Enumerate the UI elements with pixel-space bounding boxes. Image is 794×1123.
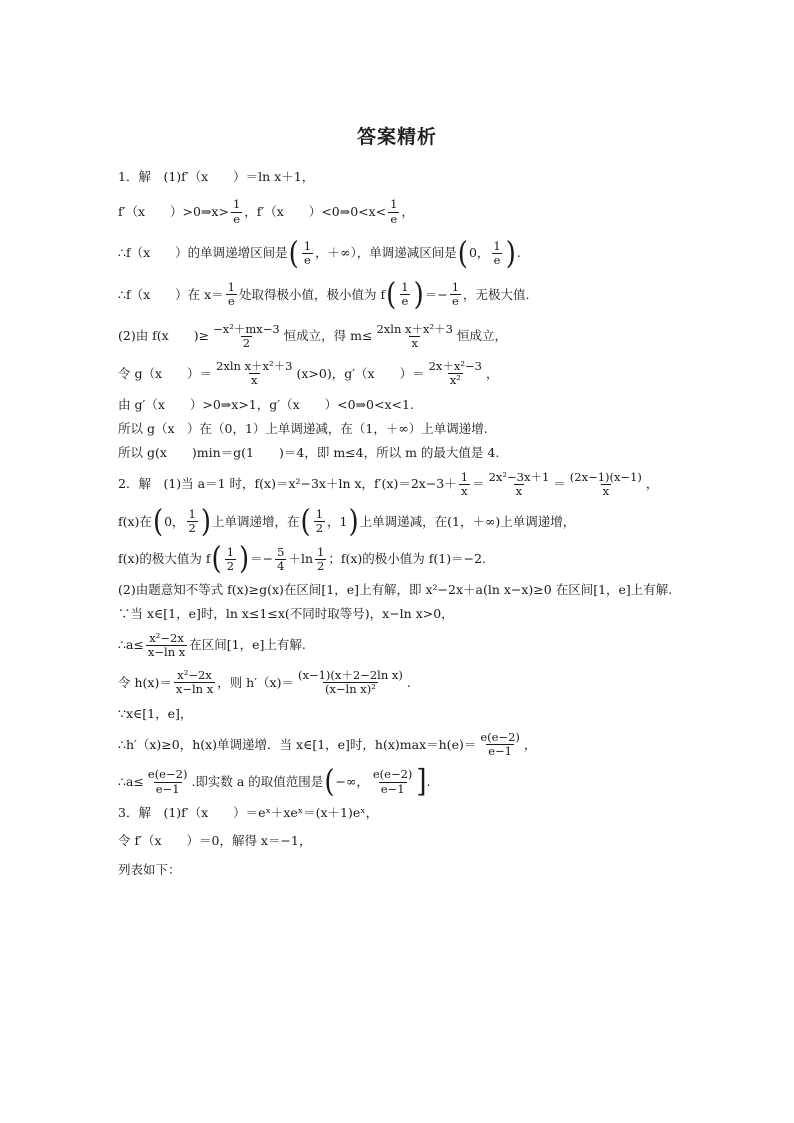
fraction [225, 546, 236, 573]
bracket-glyph: ( [288, 235, 299, 272]
text: ∴f（x ）在 x＝ [118, 286, 224, 302]
p2-line-3 [118, 541, 680, 578]
page-title: 答案精析 [356, 126, 437, 148]
text: ∴h′（x)≥0，h(x)单调递增．当 x∈[1，e]时，h(x)max＝h(e)＝ [118, 736, 477, 752]
p1-line-5 [118, 323, 680, 350]
text: 0， [164, 513, 185, 529]
text: 4 [277, 558, 285, 573]
text: ＝ [472, 476, 485, 492]
fraction [146, 632, 187, 659]
text: x−ln x [147, 644, 186, 659]
text: 2xln x＋x²＋3 [216, 359, 293, 374]
fraction [491, 240, 502, 267]
fraction [314, 508, 325, 535]
text: ＝− [424, 286, 448, 302]
text: e−1 [380, 781, 405, 796]
text: 令 f′（x ）＝0，解得 x＝−1， [118, 833, 312, 849]
text: 由 g′（x ）>0⇒x>1，g′（x ）<0⇒0<x<1. [118, 396, 414, 412]
p2-line-8 [118, 707, 680, 721]
p2-line-2 [118, 503, 680, 540]
fraction [371, 768, 415, 795]
fraction [187, 508, 198, 535]
text: ， [645, 476, 659, 492]
fraction [450, 281, 461, 308]
text: 令 h(x)＝ [118, 674, 172, 690]
text: f(x)的极大值为 f [118, 551, 211, 567]
text: . [406, 674, 411, 690]
fraction [568, 471, 644, 498]
text: ∴f（x ）的单调递增区间是 [118, 245, 288, 261]
text: ，1 [327, 513, 348, 529]
p2-line-10 [118, 764, 680, 801]
fraction [214, 360, 294, 387]
text: e [401, 294, 409, 309]
text: ∴a≤ [118, 637, 144, 653]
text: 恒成立，得 m≤ [283, 328, 373, 344]
p2-line-4 [118, 583, 680, 597]
text: 1 [227, 280, 235, 295]
text: 1 [188, 507, 196, 522]
text: e [390, 211, 398, 226]
p1-line-7 [118, 398, 680, 412]
bracket-glyph: ( [211, 541, 222, 578]
text: 1 [460, 469, 469, 484]
text: 所以 g（x ）在（0，1）上单调递减，在（1，＋∞）上单调递增. [118, 420, 488, 436]
p1-line-3 [118, 235, 680, 272]
text: 1 [226, 544, 235, 559]
text: ＋ln [288, 551, 314, 567]
p2-line-9 [118, 731, 680, 758]
text: 0， [468, 245, 490, 261]
text: 上单调递减，在(1，＋∞)上单调递增， [359, 513, 576, 529]
text: 1 [401, 280, 409, 295]
p3-line-3 [118, 863, 680, 877]
text: 2x＋x²−3 [428, 359, 482, 374]
text: (2)由题意知不等式 f(x)≥g(x)在区间[1，e]上有解，即 x²−2x＋a(ln x−x)≥0 在区间[1，e]上有解. [118, 582, 673, 597]
text: e(e−2) [372, 767, 413, 782]
fraction [226, 281, 237, 308]
text: ∴a≤ [118, 773, 144, 789]
text: ∵当 x∈[1，e]时，ln x≤1≤x(不同时取等号)，x−ln x>0， [118, 606, 454, 622]
text: e(e−2) [480, 730, 520, 744]
text: 2 [317, 558, 325, 573]
text: ， [401, 203, 414, 219]
text: −x²＋mx−3 [213, 321, 280, 336]
text: . [516, 245, 521, 261]
text: e [451, 294, 459, 309]
text: (x>0)，g′（x ）＝ [296, 365, 425, 381]
p2-line-5 [118, 607, 680, 621]
text: 令 g（x ）＝ [118, 365, 213, 381]
text: ， [523, 736, 537, 752]
text: 1 [493, 238, 501, 253]
text: 在区间[1，e]上有解. [189, 637, 306, 653]
fraction [296, 669, 405, 696]
bracket-glyph: ) [413, 276, 424, 313]
text: 所以 g(x )min＝g(1 )＝4，即 m≤4，所以 m 的最大值是 4. [118, 445, 500, 461]
text: (x−ln x)² [324, 682, 376, 697]
text: 列表如下： [118, 861, 181, 877]
text: (x−1)(x＋2−2ln x) [297, 668, 403, 683]
text: ，f′（x ）<0⇒0<x< [244, 203, 387, 219]
text: 2 [226, 558, 235, 573]
bracket-glyph: ) [239, 541, 250, 578]
text: e [304, 253, 311, 268]
fraction [374, 323, 454, 350]
text: 上单调递增，在 [212, 513, 300, 529]
fraction [478, 731, 522, 758]
text: 1．解 (1)f′（x ）＝ln x＋1， [118, 169, 315, 184]
text: 5 [277, 544, 285, 559]
text: f′（x ）>0⇒x> [118, 203, 229, 219]
text: 2．解 (1)当 a＝1 时，f(x)＝x²−3x＋ln x，f′(x)＝2x−3＋ [118, 476, 457, 492]
text: . [426, 773, 431, 789]
text: e [233, 211, 241, 226]
bracket-glyph: ) [348, 503, 359, 540]
p1-line-9 [118, 446, 680, 460]
text: 1 [390, 197, 398, 212]
bracket-glyph: ( [324, 764, 335, 801]
p1-line-6 [118, 360, 680, 387]
p1-line-4 [118, 276, 680, 313]
fraction [146, 768, 190, 795]
solutions-body [118, 170, 680, 877]
text: 1 [232, 197, 241, 212]
text: ，＋∞），单调递减区间是 [315, 245, 457, 261]
text: e [227, 294, 235, 309]
text: ＝ [553, 476, 566, 492]
fraction [487, 471, 552, 498]
text: ， [485, 365, 499, 381]
text: 1 [317, 544, 325, 559]
text: e−1 [488, 744, 512, 759]
bracket-glyph: ( [457, 235, 468, 272]
text: 处取得极小值，极小值为 f [238, 286, 386, 302]
text: x [251, 373, 258, 388]
text: ，无极大值. [463, 286, 530, 302]
bracket-glyph: ( [152, 503, 164, 540]
p1-line-1 [118, 170, 680, 184]
text: ；f(x)的极小值为 f(1)＝−2. [328, 551, 487, 567]
fraction [459, 471, 470, 498]
fraction [399, 281, 410, 308]
text: ＝− [250, 551, 274, 567]
text: x [461, 483, 468, 498]
text: 2xln x＋x²＋3 [376, 321, 453, 336]
text: x² [449, 373, 461, 388]
bracket-glyph: ) [200, 503, 212, 540]
p1-line-2 [118, 198, 680, 225]
p2-line-7 [118, 669, 680, 696]
p2-line-1 [118, 471, 680, 498]
text: 恒成立， [456, 328, 507, 344]
text: 1 [315, 507, 324, 522]
text: 1 [451, 280, 460, 295]
fraction [174, 669, 215, 696]
text: 2 [315, 521, 324, 536]
fraction [315, 546, 326, 573]
text: f(x)在 [118, 513, 152, 529]
fraction [302, 240, 313, 267]
text: (2)由 f(x )≥ [118, 328, 210, 344]
fraction [211, 323, 282, 350]
p2-line-6 [118, 632, 680, 659]
text: .即实数 a 的取值范围是 [191, 773, 324, 789]
p1-line-8 [118, 422, 680, 436]
text: x [515, 483, 523, 498]
text: x [411, 335, 418, 350]
text: e [493, 253, 501, 268]
text: 1 [303, 238, 312, 253]
fraction [231, 198, 242, 225]
bracket-glyph: ) [505, 235, 516, 272]
p3-line-2 [118, 834, 680, 848]
bracket-glyph: ] [416, 764, 427, 801]
text: −∞， [335, 773, 369, 789]
fraction [388, 198, 399, 225]
text: x [602, 483, 610, 498]
bracket-glyph: ( [386, 276, 397, 313]
text: 2 [188, 521, 196, 536]
text: x²−2x [149, 630, 184, 645]
p3-line-1 [118, 806, 680, 820]
text: e(e−2) [147, 767, 188, 782]
text: x²−2x [177, 668, 212, 683]
fraction [427, 360, 484, 387]
text: e−1 [155, 781, 180, 796]
text: ∵x∈[1，e]， [118, 705, 193, 721]
fraction [275, 546, 286, 573]
bracket-glyph: ( [300, 503, 311, 540]
text: 3．解 (1)f′（x ）＝eˣ＋xeˣ＝(x＋1)eˣ， [118, 804, 379, 820]
text: 2 [242, 335, 251, 350]
text: 2x²−3x＋1 [488, 469, 550, 484]
text: (2x−1)(x−1) [569, 469, 642, 484]
text: x−ln x [175, 682, 214, 697]
text: ，则 h′（x)＝ [217, 674, 294, 690]
